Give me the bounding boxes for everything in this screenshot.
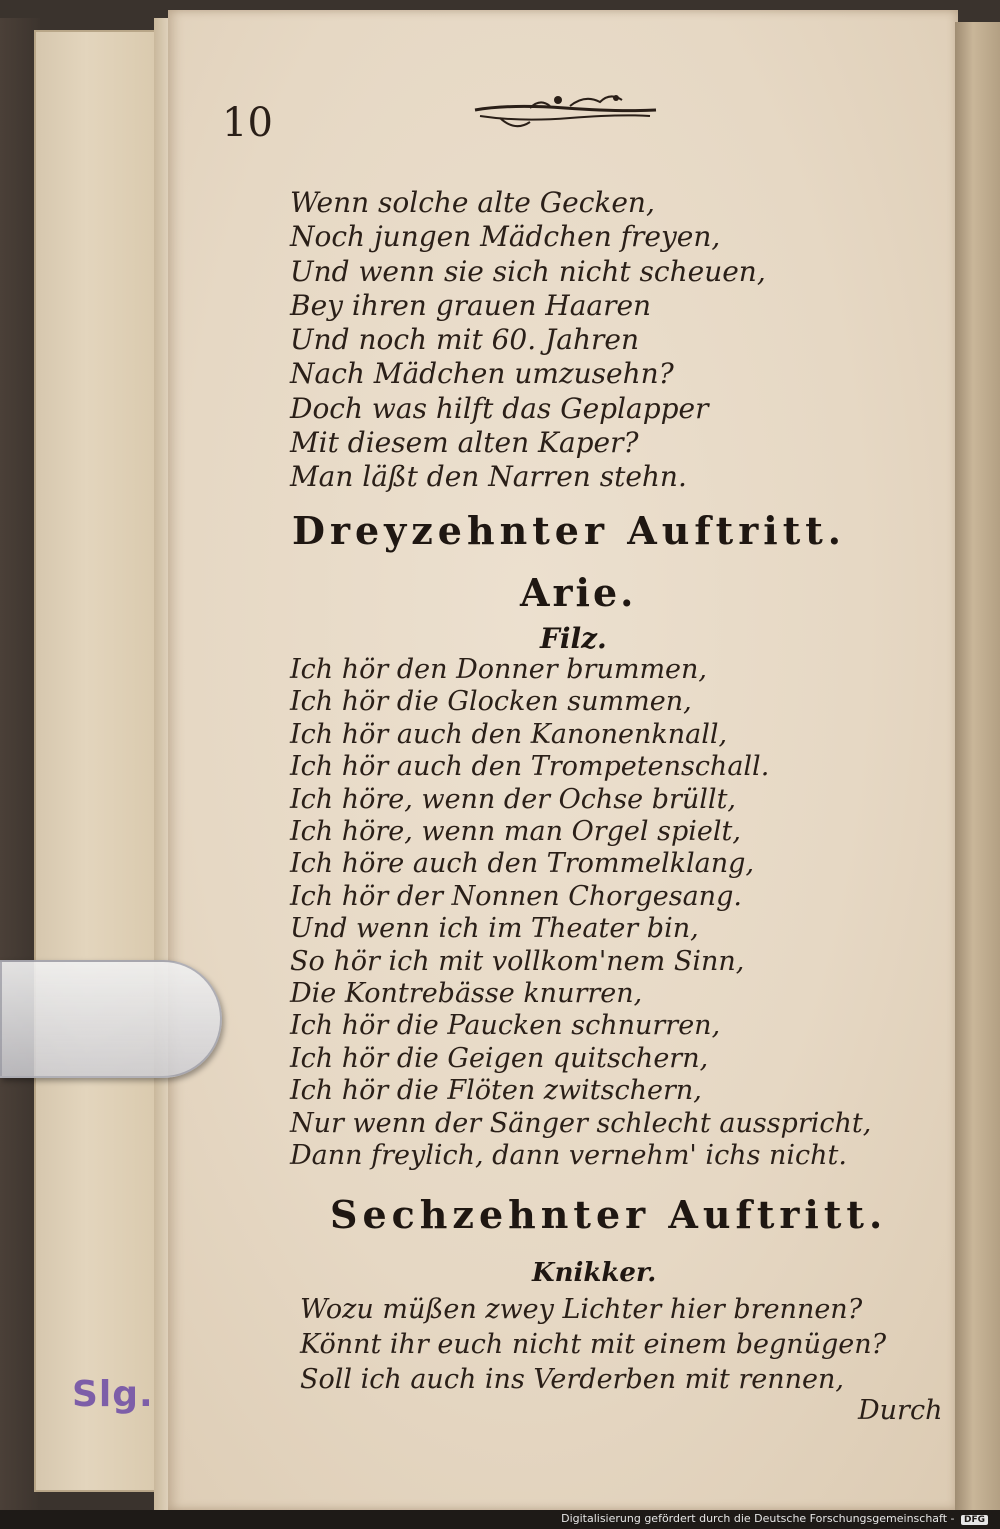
aria-lyrics — [290, 654, 871, 1173]
aria-line: Ich hör den Donner brummen, — [290, 654, 708, 685]
library-stamp: Slg. — [72, 1374, 154, 1415]
funding-text: Digitalisierung gefördert durch die Deutsche Forschungsgemeinschaft - — [561, 1512, 955, 1525]
aria-line: Ich hör der Nonnen Chorgesang. — [290, 880, 742, 912]
aria-line: Ich hör die Flöten zwitschern, — [290, 1075, 702, 1107]
verse-line: Wenn solche alte Gecken, — [290, 186, 655, 219]
verse-line: Mit diesem alten Kaper? — [290, 426, 639, 460]
aria-heading: Arie. — [520, 570, 637, 615]
scene-heading-dreyzehnter: Dreyzehnter Auftritt. — [292, 508, 847, 553]
speaker-name-knikker: Knikker. — [532, 1258, 657, 1288]
aria-line: Ich hör die Paucken schnurren, — [290, 1010, 721, 1042]
page-number: 10 — [222, 100, 273, 146]
dialogue-line: Wozu müßen zwey Lichter hier brennen? — [300, 1294, 863, 1325]
verse-line: Noch jungen Mädchen freyen, — [290, 220, 721, 254]
verse-line: Und noch mit 60. Jahren — [290, 323, 639, 357]
dialogue-line: Könnt ihr euch nicht mit einem begnügen? — [300, 1329, 887, 1360]
vignette-ornament-icon — [470, 88, 660, 138]
verse-line: Man läßt den Narren stehn. — [290, 460, 687, 494]
aria-line: So hör ich mit vollkom'nem Sinn, — [290, 945, 745, 977]
aria-line: Ich höre, wenn der Ochse brüllt, — [290, 783, 737, 815]
aria-line: Ich hör auch den Kanonenknall, — [290, 718, 728, 750]
verse-block-top — [290, 186, 766, 495]
aria-line: Ich höre auch den Trommelklang, — [290, 848, 755, 880]
aria-line: Ich hör auch den Trompetenschall. — [290, 751, 770, 783]
speaker-name-filz: Filz. — [540, 622, 607, 655]
page-edges-right — [955, 22, 1000, 1510]
verse-line: Nach Mädchen umzusehn? — [290, 357, 674, 391]
aria-line: Und wenn ich im Theater bin, — [290, 913, 699, 945]
aria-line: Nur wenn der Sänger schlecht ausspricht, — [290, 1107, 872, 1139]
verse-line: Bey ihren grauen Haaren — [290, 288, 652, 322]
scene-heading-sechzehnter: Sechzehnter Auftritt. — [330, 1192, 888, 1237]
aria-line: Ich höre, wenn man Orgel spielt, — [290, 816, 741, 848]
catchword: Durch — [858, 1395, 943, 1426]
dialogue-line: Soll ich auch ins Verderben mit rennen, — [300, 1364, 844, 1395]
page-clip — [0, 960, 222, 1078]
aria-line: Ich hör die Geigen quitschern, — [290, 1042, 709, 1074]
verse-line: Und wenn sie sich nicht scheuen, — [290, 254, 766, 288]
aria-line: Ich hör die Glocken summen, — [290, 686, 692, 718]
dfg-logo: DFG — [961, 1515, 988, 1525]
verse-line: Doch was hilft das Geplapper — [290, 391, 709, 425]
aria-line: Die Kontrebässe knurren, — [290, 978, 643, 1010]
knikker-lines — [300, 1292, 886, 1397]
aria-line: Dann freylich, dann vernehm' ichs nicht. — [290, 1140, 847, 1172]
funding-footer — [561, 1512, 988, 1525]
flyleaf-left — [34, 30, 164, 1492]
